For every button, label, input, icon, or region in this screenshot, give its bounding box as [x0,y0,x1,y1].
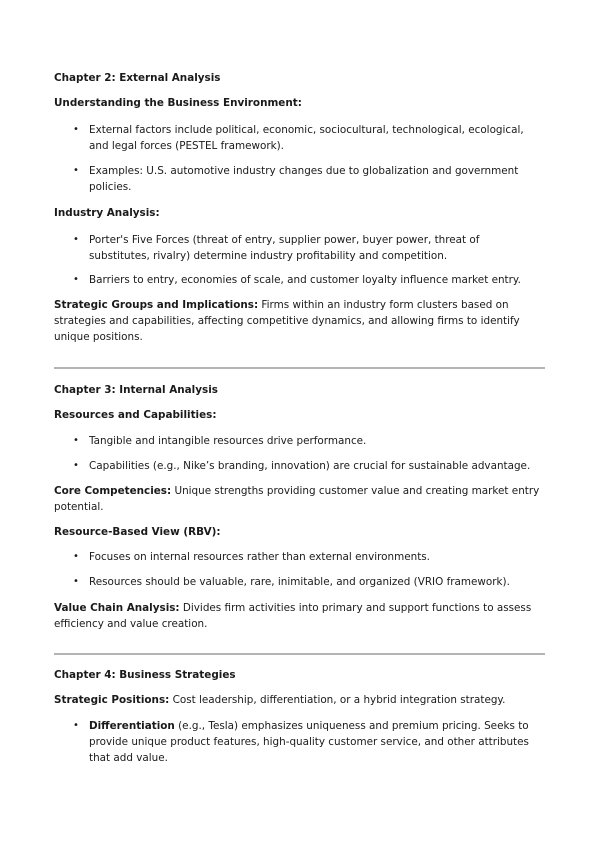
bullet-icon: • [73,576,79,587]
core-competencies-heading: Core Competencies: [54,485,172,497]
ch3-core-competencies-paragraph [54,483,546,515]
chapter-3-title: Chapter 3: Internal Analysis [54,384,218,396]
bullet-text: Capabilities (e.g., Nike’s branding, innovation) are crucial for sustainable advantage. [89,460,531,472]
ch3-section-rbv-heading: Resource-Based View (RBV): [54,526,221,538]
bullet-text: Barriers to entry, economies of scale, and customer loyalty influence market entry. [89,274,521,286]
ch2-section-business-environment-heading: Understanding the Business Environment: [54,97,302,109]
bullet-icon: • [73,551,79,562]
ch4-bullet-differentiation [73,718,539,766]
bullet-icon: • [73,234,79,245]
strategic-positions-text: Cost leadership, differentiation, or a hybrid integration strategy. [169,694,506,706]
chapter-4-title: Chapter 4: Business Strategies [54,669,236,681]
ch3-bullet-internal-resources [73,549,543,565]
ch2-bullet-barriers [73,272,543,288]
differentiation-heading: Differentiation [89,720,175,732]
value-chain-text: Divides firm activities into primary and support functions to assess efficiency and value creation. [54,602,532,630]
ch3-bullet-vrio [73,574,543,590]
ch4-strategic-positions-paragraph [54,692,546,708]
bullet-icon: • [73,435,79,446]
bullet-text: Tangible and intangible resources drive performance. [89,435,367,447]
ch2-strategic-groups-paragraph [54,297,546,345]
bullet-text: (e.g., Tesla) emphasizes uniqueness and premium pricing. Seeks to provide unique product features, high-quality customer service, and other attributes that add value. [89,720,529,764]
bullet-text: Porter's Five Forces (threat of entry, supplier power, buyer power, threat of substitutes, rivalry) determine industry profitability and competition. [89,234,480,262]
ch2-bullet-five-forces [73,232,543,264]
bullet-icon: • [73,124,79,135]
bullet-icon: • [73,274,79,285]
section-divider [54,367,545,369]
bullet-text: Examples: U.S. automotive industry changes due to globalization and government policies. [89,165,519,193]
strategic-groups-text: Firms within an industry form clusters based on strategies and capabilities, affecting competitive dynamics, and allowing firms to identify unique positions. [54,299,520,343]
ch2-bullet-pestel [73,122,543,154]
ch3-bullet-capabilities [73,458,543,474]
value-chain-heading: Value Chain Analysis: [54,602,180,614]
ch2-bullet-examples [73,163,543,195]
core-competencies-text: Unique strengths providing customer value and creating market entry potential. [54,485,540,513]
chapter-2-title: Chapter 2: External Analysis [54,72,221,84]
ch3-section-resources-heading: Resources and Capabilities: [54,409,217,421]
ch3-bullet-tangible [73,433,543,449]
bullet-text: Resources should be valuable, rare, inimitable, and organized (VRIO framework). [89,576,510,588]
bullet-icon: • [73,720,79,731]
ch3-value-chain-paragraph [54,600,546,632]
ch2-section-industry-analysis-heading: Industry Analysis: [54,207,160,219]
strategic-positions-heading: Strategic Positions: [54,694,170,706]
strategic-groups-heading: Strategic Groups and Implications: [54,299,259,311]
bullet-icon: • [73,165,79,176]
bullet-icon: • [73,460,79,471]
section-divider [54,653,545,655]
bullet-text: Focuses on internal resources rather than external environments. [89,551,430,563]
bullet-text: External factors include political, economic, sociocultural, technological, ecological, and legal forces (PESTEL framework). [89,124,524,152]
